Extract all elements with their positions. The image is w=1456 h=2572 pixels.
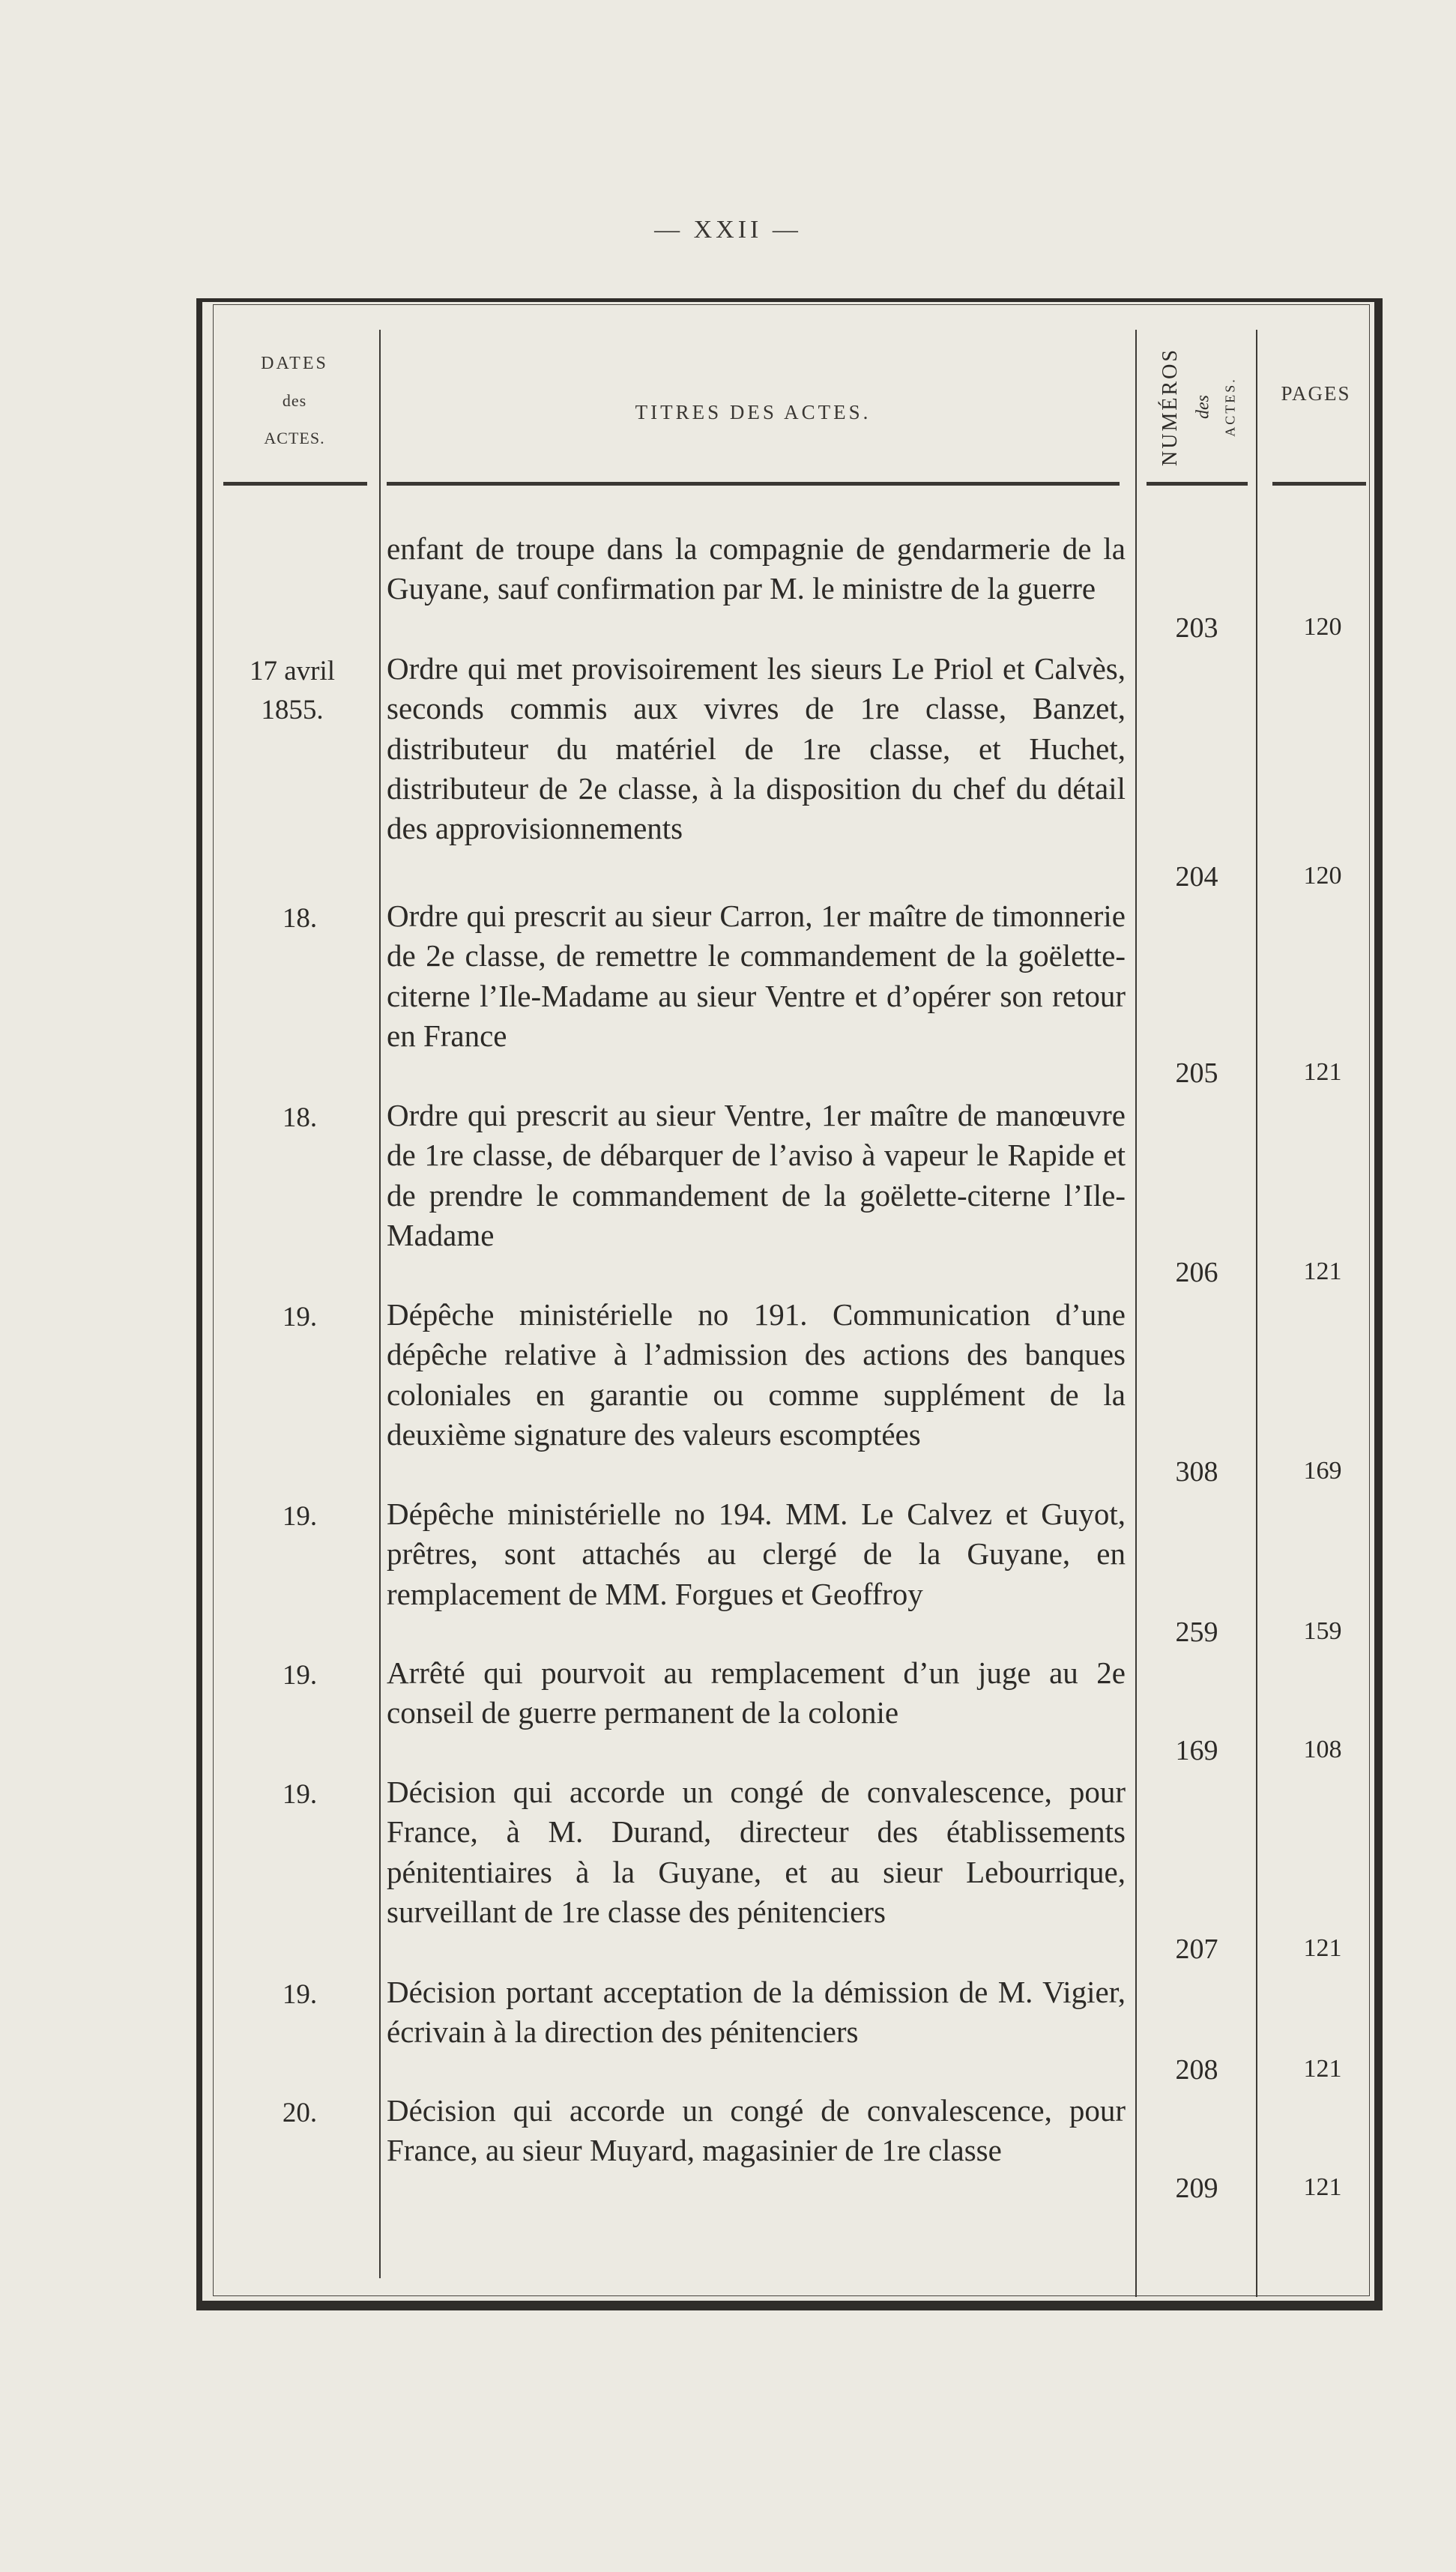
header-numeros: NUMÉROS des ACTES. <box>1159 348 1238 466</box>
entry-date: 18. <box>282 903 318 934</box>
header-rule-titres <box>387 482 1120 486</box>
column-divider-numeros-left <box>1135 330 1137 2297</box>
entry-date: 19. <box>282 1302 318 1332</box>
entry-numero: 169 <box>1175 1735 1218 1766</box>
entry-title: Ordre qui prescrit au sieur Ventre, 1er maître de manœuvre de 1re classe, de débarquer de l’aviso à vapeur le Rapide et de prendre le commandement de la goëlette-citerne l’Ile-Madame <box>387 1098 1126 1252</box>
entry-page: 121 <box>1303 2173 1342 2201</box>
entry-date: 17 avril 1855. <box>249 656 336 725</box>
entry-date: 18. <box>282 1102 318 1133</box>
entry-numero: 209 <box>1175 2173 1218 2204</box>
entry-numero: 308 <box>1175 1456 1218 1488</box>
entry-numero: 204 <box>1175 861 1218 893</box>
entry-title: Décision portant acceptation de la démission de M. Vigier, écrivain à la direction des pénitenciers <box>387 1975 1126 2050</box>
entry-title: Dépêche ministérielle no 191. Communication d’une dépêche relative à l’admission des actions des banques coloniales en garantie ou comme supplément de la deuxième signature des valeurs escomptées <box>387 1297 1126 1452</box>
entry-numero: 207 <box>1175 1933 1218 1965</box>
header-titres: TITRES DES ACTES. <box>635 401 872 423</box>
entry-date: 19. <box>282 1501 318 1532</box>
entry-page: 121 <box>1303 1058 1342 1086</box>
entry-date: 19. <box>282 1779 318 1810</box>
column-divider-numeros-right <box>1256 330 1257 2297</box>
entry-title: Dépêche ministérielle no 194. MM. Le Calvez et Guyot, prêtres, sont attachés au clergé de la Guyane, en remplacement de MM. Forgues et Geoffroy <box>387 1497 1126 1611</box>
entry-date: 19. <box>282 1979 318 2010</box>
entry-page: 120 <box>1303 613 1342 641</box>
header-dates: DATES des ACTES. <box>261 354 328 447</box>
entry-page: 121 <box>1303 2055 1342 2083</box>
entry-page: 121 <box>1303 1258 1342 1285</box>
entry-title: Décision qui accorde un congé de convalescence, pour France, à M. Durand, directeur des établissements pénitentiaires à la Guyane, et au sieur Lebourrique, surveillant de 1re classe des pénitenciers <box>387 1775 1126 1929</box>
entry-numero: 205 <box>1175 1057 1218 1089</box>
header-rule-dates <box>223 482 367 486</box>
entry-page: 108 <box>1303 1736 1342 1763</box>
entry-page: 120 <box>1303 862 1342 890</box>
entry-numero: 208 <box>1175 2054 1218 2086</box>
entry-page: 159 <box>1303 1617 1342 1645</box>
entry-page: 121 <box>1303 1934 1342 1962</box>
entry-numero: 203 <box>1175 612 1218 644</box>
entry-date: 20. <box>282 2098 318 2128</box>
entry-title: Ordre qui met provisoirement les sieurs Le Priol et Calvès, seconds commis aux vivres de 1re classe, Banzet, distributeur du matériel de 1re classe, et Huchet, distributeur de 2e classe, à la disposition du chef du détail des approvisionnements <box>387 651 1126 846</box>
column-divider-dates <box>379 330 381 2278</box>
entry-numero: 206 <box>1175 1257 1218 1288</box>
entry-title: Arrêté qui pourvoit au remplacement d’un juge au 2e conseil de guerre permanent de la colonie <box>387 1655 1126 1730</box>
entry-numero: 259 <box>1175 1616 1218 1648</box>
entry-title: Décision qui accorde un congé de convalescence, pour France, au sieur Muyard, magasinier de 1re classe <box>387 2093 1126 2168</box>
header-rule-pages <box>1272 482 1366 486</box>
entry-date: 19. <box>282 1660 318 1691</box>
entry-title: enfant de troupe dans la compagnie de gendarmerie de la Guyane, sauf confirmation par M. le ministre de la guerre <box>387 531 1126 606</box>
entry-page: 169 <box>1303 1457 1342 1485</box>
header-pages: PAGES <box>1281 382 1351 405</box>
page-number: — XXII — <box>654 216 802 244</box>
entry-title: Ordre qui prescrit au sieur Carron, 1er maître de timonnerie de 2e classe, de remettre le commandement de la goëlette-citerne l’Ile-Madame au sieur Ventre et d’opérer son retour en France <box>387 899 1126 1053</box>
